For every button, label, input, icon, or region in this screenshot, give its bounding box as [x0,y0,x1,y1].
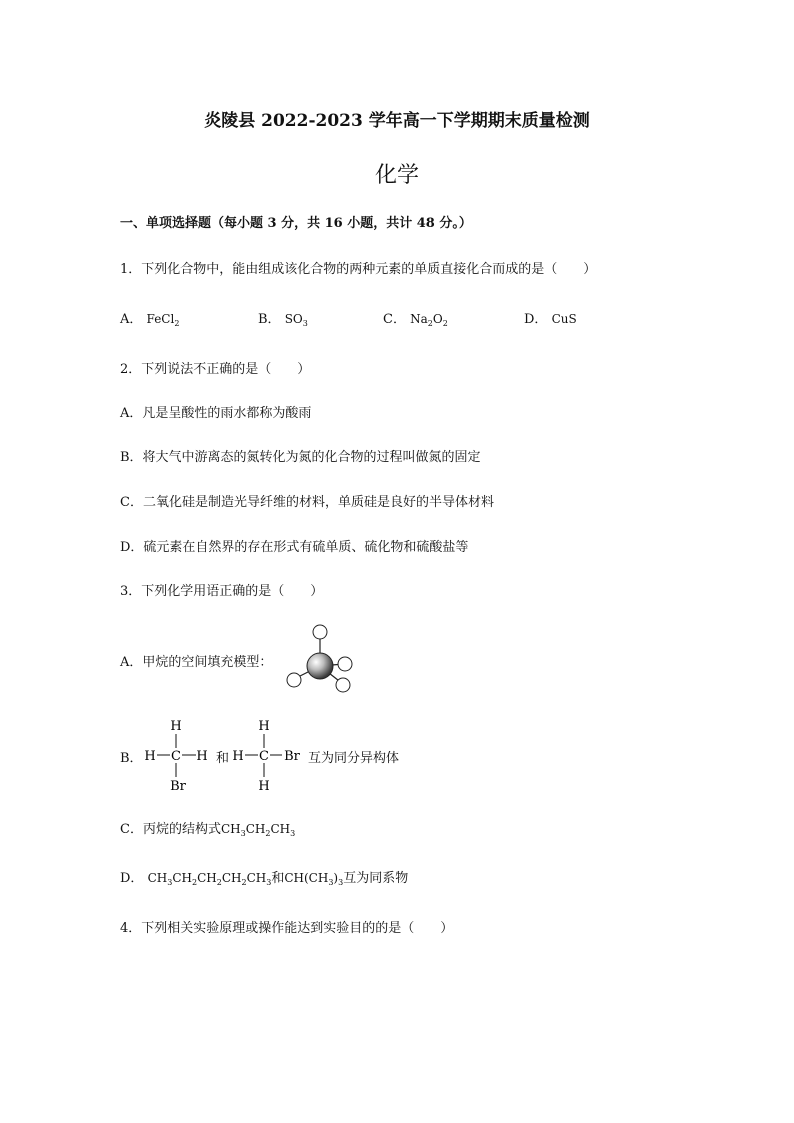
svg-text:H: H [232,749,244,764]
hydrogen-atom-bottom-right [336,678,350,692]
subject-title: 化学 [374,163,419,188]
svg-text:C: C [259,749,269,764]
q1-option-b: B． $SO_3$ [258,312,308,328]
svg-text:C: C [171,749,181,764]
hydrogen-atom-right [338,657,352,671]
exam-title: 炎陵县 2022-2023 学年高一下学期期末质量检测 [204,111,590,131]
structure-formula-1 [140,712,215,796]
q2-option-d: D．硫元素在自然界的存在形式有硫单质、硫化物和硫酸盐等 [120,540,469,555]
section-heading: 一、单项选择题（每小题 3 分，共 16 小题，共计 48 分。） [120,216,472,231]
q4-stem: 4．下列相关实验原理或操作能达到实验目的的是（ ） [120,921,454,936]
q2-option-a: A．凡是呈酸性的雨水都称为酸雨 [120,406,312,421]
q3-option-b-and: 和 [216,751,230,766]
svg-text:H: H [144,749,156,764]
carbon-atom [307,653,333,679]
q3-stem: 3．下列化学用语正确的是（ ） [120,584,324,599]
q3-option-d: D． $CH_3CH_2CH_2CH_2CH_3$和$CH(CH_3)_3$互为同系物 [120,871,409,887]
hydrogen-atom-left [287,673,301,687]
q3-option-b-label: B． [120,751,143,766]
svg-text:H: H [196,749,208,764]
methane-model-image [282,622,362,702]
q1-option-a: A． FeCl$_2$ [120,312,180,328]
structure-formula-2 [228,712,308,796]
q1-stem: 1．下列化合物中，能由组成该化合物的两种元素的单质直接化合而成的是（ ） [120,262,597,277]
q2-option-b: B．将大气中游离态的氮转化为氮的化合物的过程叫做氮的固定 [120,450,481,465]
hydrogen-atom-top [313,625,327,639]
svg-text:Br: Br [284,749,300,764]
q3-option-a: A．甲烷的空间填充模型： [120,655,273,670]
q3-option-b-tail: 互为同分异构体 [308,751,400,766]
svg-text:H: H [258,779,270,794]
q3-option-c: C．丙烷的结构式$CH_3CH_2CH_3$ [120,822,296,838]
q2-stem: 2．下列说法不正确的是（ ） [120,362,311,377]
q1-option-d: D． CuS [524,312,577,327]
svg-text:Br: Br [170,779,186,794]
q2-option-c: C．二氧化硅是制造光导纤维的材料，单质硅是良好的半导体材料 [120,495,494,510]
q1-option-c: C． $Na_2O_2$ [383,312,448,328]
svg-text:H: H [170,719,182,734]
svg-text:H: H [258,719,270,734]
